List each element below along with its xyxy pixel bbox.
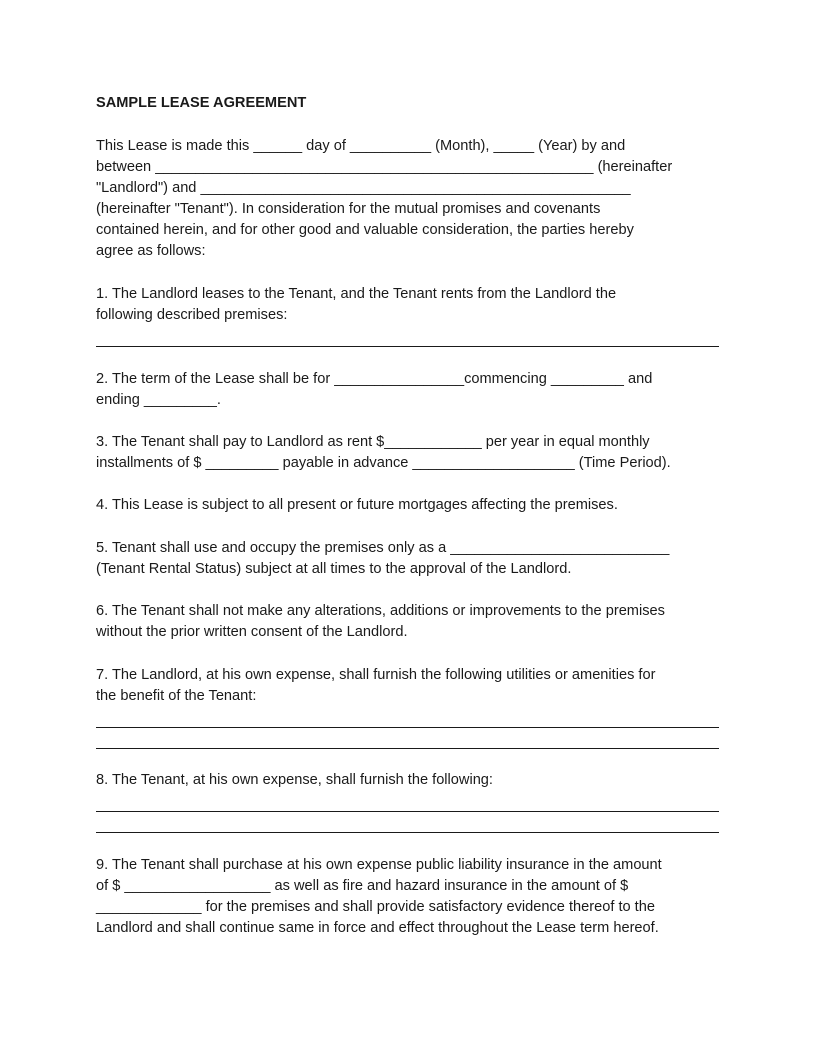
paragraph-line: 6. The Tenant shall not make any alterations, additions or improvements to the premises (96, 603, 665, 619)
paragraph-line: of $ __________________ as well as fire and hazard insurance in the amount of $ (96, 878, 629, 894)
clause-4-mortgages (96, 495, 736, 516)
paragraph-line: Landlord and shall continue same in force and effect throughout the Lease term hereof. (96, 920, 659, 936)
utilities-blank-line (96, 707, 719, 728)
paragraph-line: the benefit of the Tenant: (96, 688, 257, 704)
clause-1-premises (96, 284, 736, 347)
utilities-blank-line (96, 728, 719, 749)
tenant-furnish-blank-line (96, 812, 719, 833)
paragraph-line: 2. The term of the Lease shall be for ________________commencing _________ and (96, 371, 653, 387)
paragraph-line: 7. The Landlord, at his own expense, shall furnish the following utilities or amenities for (96, 667, 656, 683)
paragraph-line: This Lease is made this ______ day of __________ (Month), _____ (Year) by and (96, 138, 626, 154)
paragraph-line: 3. The Tenant shall pay to Landlord as rent $____________ per year in equal monthly (96, 434, 650, 450)
paragraph-line: _____________ for the premises and shall provide satisfactory evidence thereof to the (96, 899, 655, 915)
paragraph-line: between ______________________________________________________ (hereinafter (96, 159, 673, 175)
clause-8-tenant-furnish (96, 770, 736, 833)
clause-9-insurance (96, 855, 736, 939)
clause-6-alterations (96, 601, 736, 643)
paragraph-line: 4. This Lease is subject to all present or future mortgages affecting the premises. (96, 497, 618, 513)
paragraph-line: following described premises: (96, 307, 288, 323)
clause-2-term (96, 369, 736, 411)
paragraph-line: 1. The Landlord leases to the Tenant, and the Tenant rents from the Landlord the (96, 286, 617, 302)
paragraph-line: (hereinafter "Tenant"). In consideration for the mutual promises and covenants (96, 201, 601, 217)
tenant-furnish-blank-line (96, 791, 719, 812)
paragraph-line: (Tenant Rental Status) subject at all times to the approval of the Landlord. (96, 561, 572, 577)
paragraph-line: 5. Tenant shall use and occupy the premises only as a ___________________________ (96, 540, 670, 556)
paragraph-line: contained herein, and for other good and valuable consideration, the parties hereby (96, 222, 634, 238)
paragraph-line: 9. The Tenant shall purchase at his own expense public liability insurance in the amount (96, 857, 662, 873)
paragraph-line: agree as follows: (96, 243, 206, 259)
document-title: SAMPLE LEASE AGREEMENT (96, 95, 307, 111)
intro-paragraph (96, 136, 736, 262)
paragraph-line: ending _________. (96, 392, 221, 408)
clause-7-landlord-utilities (96, 665, 736, 749)
clause-5-use (96, 538, 736, 580)
premises-blank-line (96, 326, 719, 347)
clause-3-rent (96, 432, 736, 474)
paragraph-line: installments of $ _________ payable in advance ____________________ (Time Period). (96, 455, 671, 471)
paragraph-line: "Landlord") and _____________________________________________________ (96, 180, 631, 196)
paragraph-line: without the prior written consent of the Landlord. (96, 624, 408, 640)
paragraph-line: 8. The Tenant, at his own expense, shall furnish the following: (96, 772, 493, 788)
